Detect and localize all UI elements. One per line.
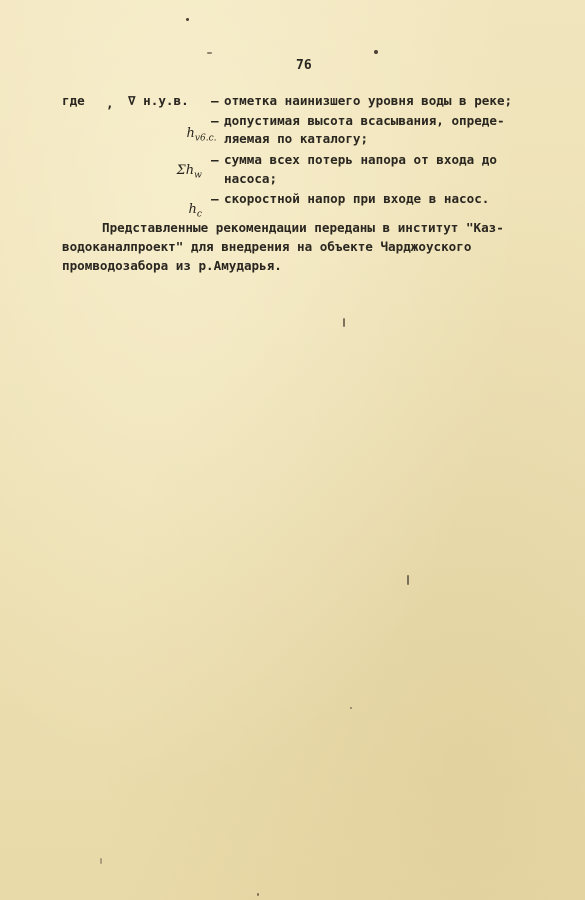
definitions-intro: где <box>62 93 85 108</box>
paragraph-line: водоканалпроект" для внедрения на объекте Чарджоуского <box>62 239 472 254</box>
scan-speck <box>407 575 409 585</box>
page-number: 76 <box>296 58 312 73</box>
symbol-main: h <box>188 202 197 217</box>
definition-dash: – <box>211 93 219 108</box>
symbol-main: h <box>186 126 195 141</box>
scan-speck <box>257 893 259 896</box>
definition-continuation: ляемая по каталогу; <box>224 131 369 146</box>
scan-speck <box>350 707 352 709</box>
symbol-main: Σh <box>176 163 195 178</box>
scan-speck <box>343 318 345 327</box>
definition-text: сумма всех потерь напора от входа до <box>224 152 497 167</box>
definition-dash: – <box>211 113 219 128</box>
symbol-subscript: w <box>194 170 202 181</box>
definition-text: скоростной напор при входе в насос. <box>224 191 490 206</box>
scan-speck <box>100 858 102 864</box>
scan-speck <box>186 18 189 21</box>
scan-speck <box>374 50 378 54</box>
definition-text: допустимая высота всасывания, опреде- <box>224 113 505 128</box>
definition-symbol-water-level: ∇ н.у.в. <box>128 93 189 108</box>
scan-speck <box>207 52 212 54</box>
definition-dash: – <box>211 191 219 206</box>
definition-text: отметка наинизшего уровня воды в реке; <box>224 93 513 108</box>
definition-continuation: насоса; <box>224 171 278 186</box>
definitions-comma: , <box>106 96 114 111</box>
symbol-subscript: v6.c. <box>194 133 217 144</box>
symbol-subscript: c <box>196 209 202 220</box>
paragraph-line: Представленные рекомендации переданы в институт "Каз- <box>102 220 504 235</box>
paragraph-line: промводозабора из р.Амударья. <box>62 258 282 273</box>
definition-dash: – <box>211 152 219 167</box>
